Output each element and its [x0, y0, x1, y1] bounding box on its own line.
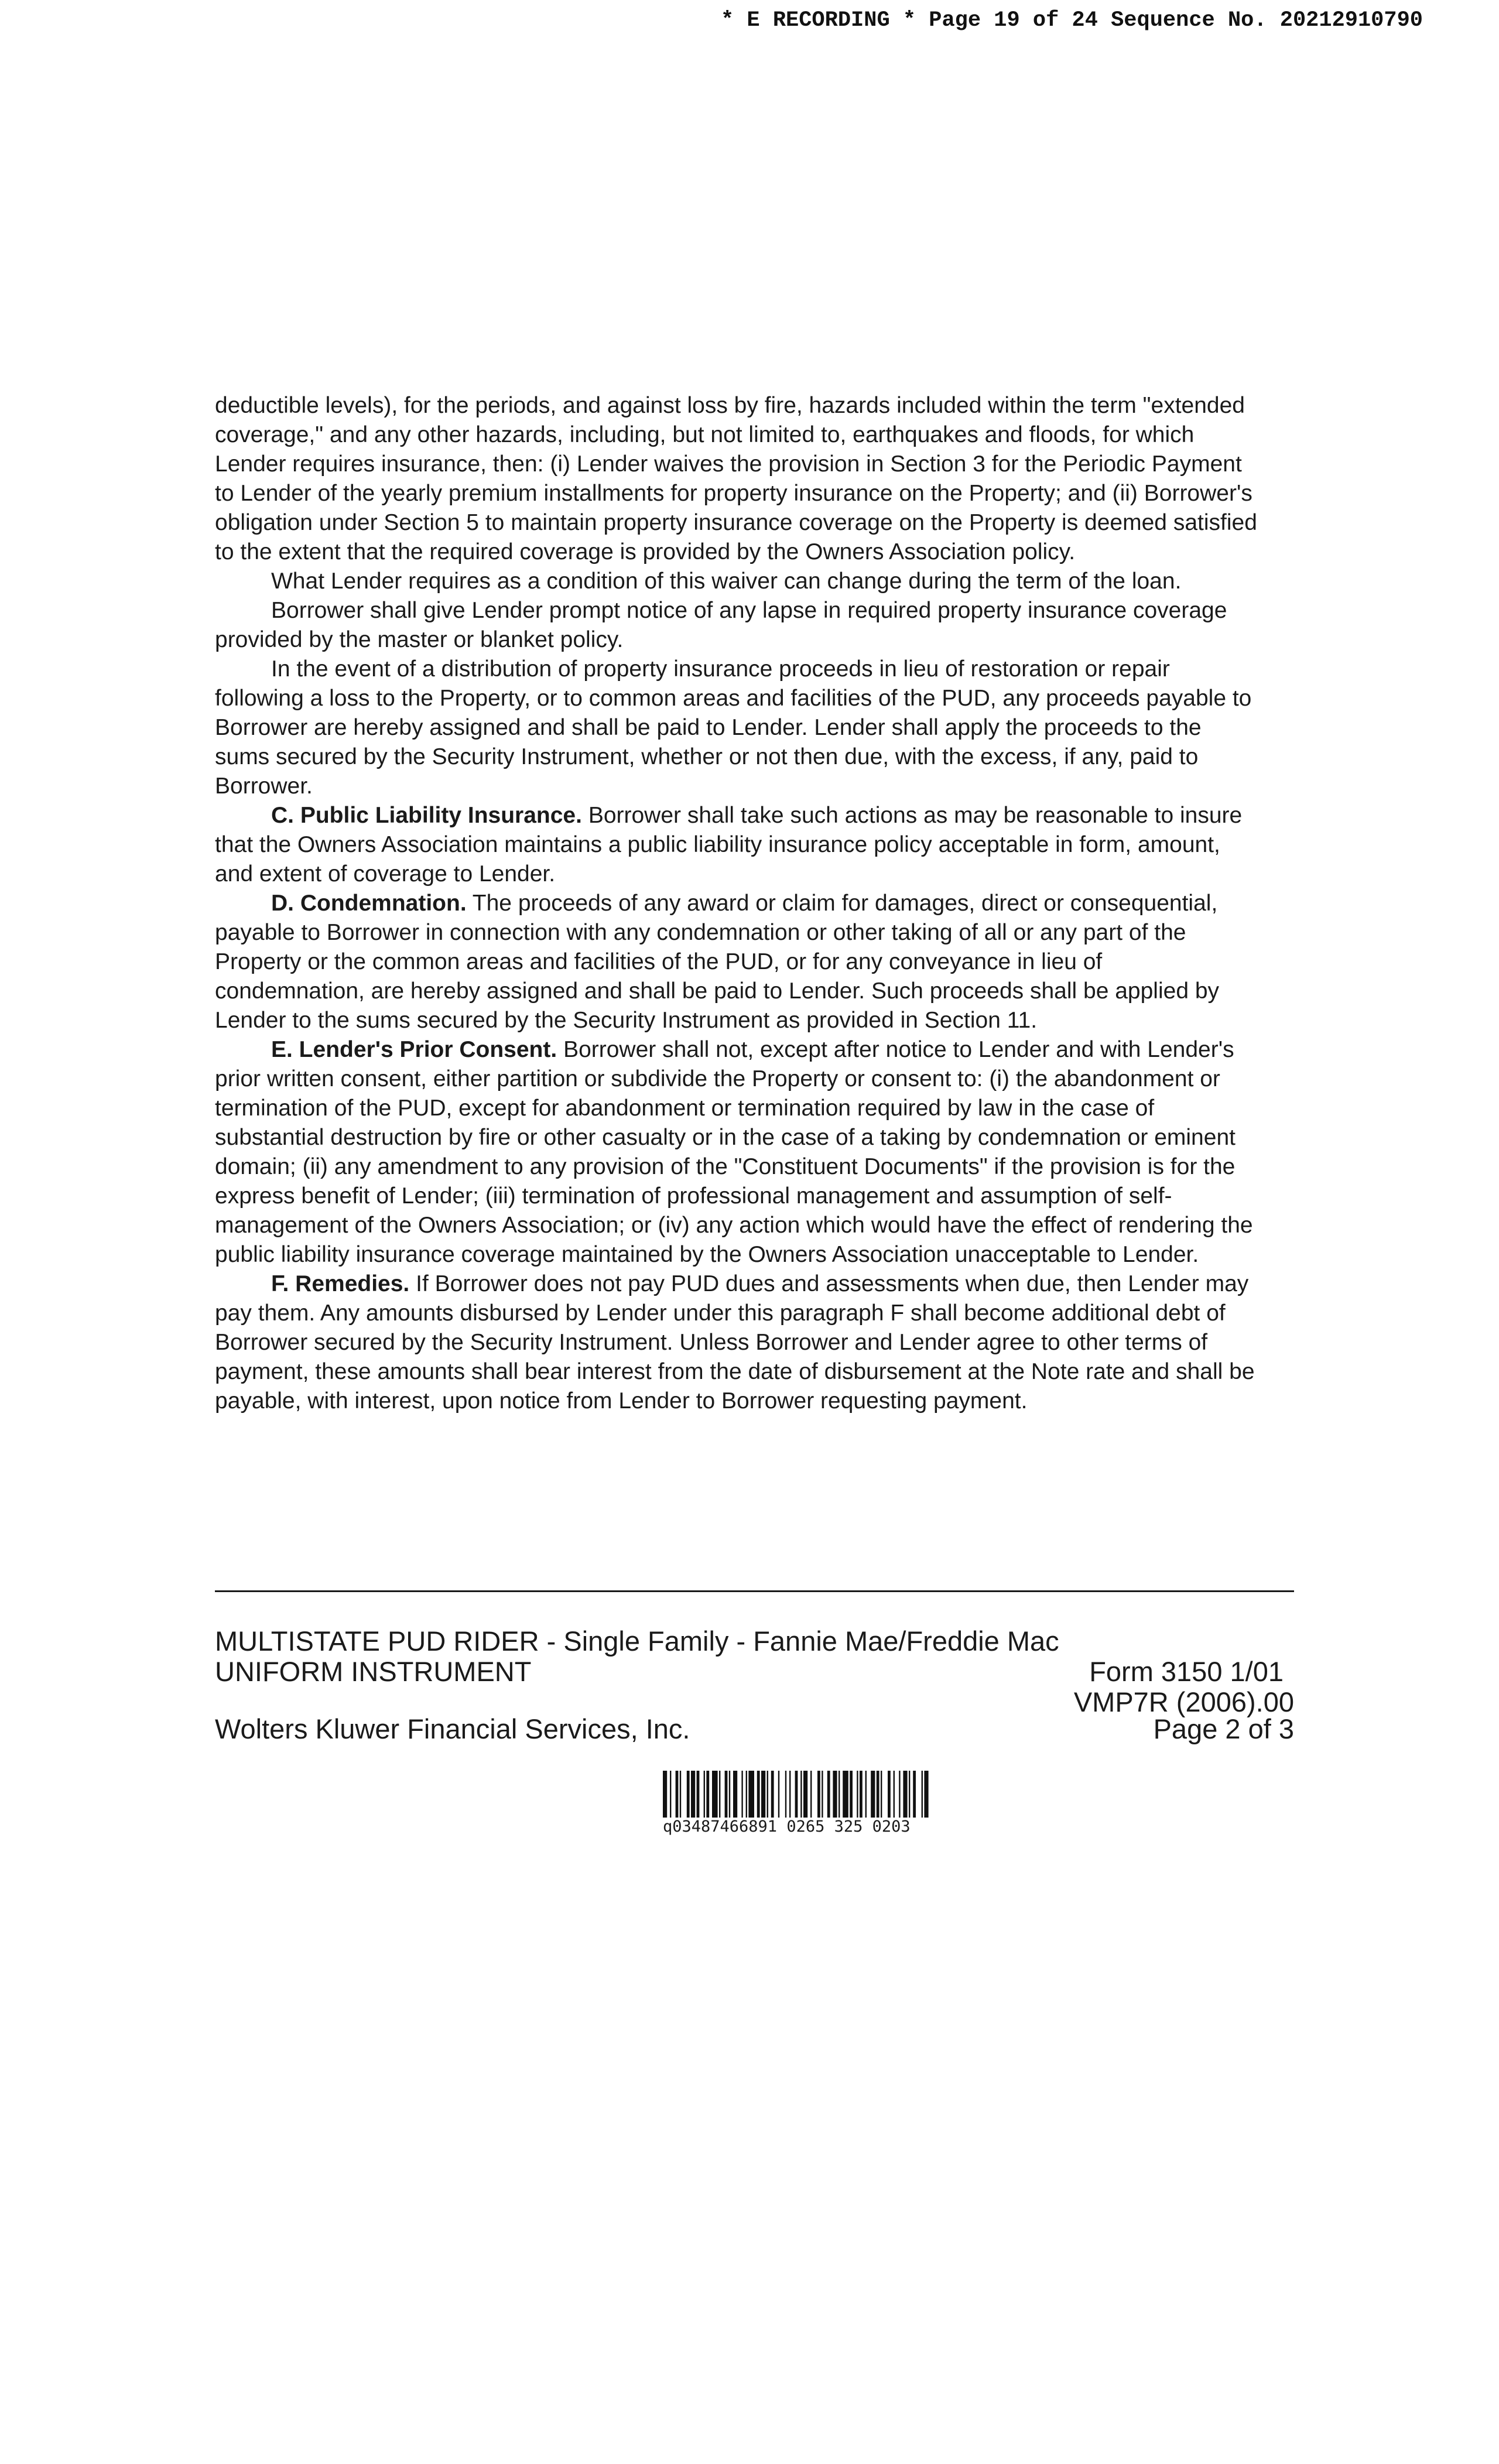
- section-c-heading: C. Public Liability Insurance.: [271, 803, 582, 828]
- barcode-bar: [894, 1771, 895, 1818]
- paragraph-lapse-notice: Borrower shall give Lender prompt notice of any lapse in required property insurance coverage provided by the master or blanket policy.: [215, 598, 1227, 652]
- section-f-text: If Borrower does not pay PUD dues and assessments when due, then Lender may pay them. Any amounts disbursed by Lender under this paragraph F shall become additional debt of Borrower secured by the Security Instrument. Unless Borrower and Lender agree to other terms of payment, these amounts shall bear interest from the date of disbursement at the Note rate and shall be payable, with interest, upon notice from Lender to Borrower requesting payment.: [215, 1271, 1255, 1414]
- barcode-bar: [865, 1771, 867, 1818]
- barcode-bar: [785, 1771, 786, 1818]
- barcode-bar: [850, 1771, 853, 1818]
- barcode-bar: [697, 1771, 700, 1818]
- barcode-bar: [922, 1771, 923, 1818]
- section-e-text: Borrower shall not, except after notice to Lender and with Lender's prior written consent, either partition or subdivide the Property or consent to: (i) the abandonment or termination of the PUD, except for abandonment or termination required by law in the case of substantial destruction by fire or other casualty or in the case of a taking by condemnation or eminent domain; (ii) any amendment to any provision of the "Constituent Documents" if the provision is for the express benefit of Lender; (iii) termination of professional management and assumption of self-management of the Owners Association; or (iv) any action which would have the effect of rendering the public liability insurance coverage maintained by the Owners Association unacceptable to Lender.: [215, 1037, 1253, 1267]
- section-public-liability: [215, 801, 1257, 889]
- footer-uniform-instrument: UNIFORM INSTRUMENT: [215, 1656, 532, 1687]
- section-condemnation: [215, 889, 1257, 1035]
- barcode-bar: [877, 1771, 879, 1818]
- barcode-bar: [767, 1771, 768, 1818]
- barcode-bar: [833, 1771, 837, 1818]
- barcode-bar: [733, 1771, 737, 1818]
- barcode-bar: [803, 1771, 807, 1818]
- section-d-heading: D. Condemnation.: [271, 891, 467, 916]
- barcode-bar: [706, 1771, 709, 1818]
- barcode-bar: [899, 1771, 900, 1818]
- barcode-bar: [822, 1771, 823, 1818]
- barcode-bar: [729, 1771, 730, 1818]
- barcode-bar: [800, 1771, 802, 1818]
- barcode-bar: [725, 1771, 728, 1818]
- barcode-bar: [909, 1771, 910, 1818]
- barcode-bar: [676, 1771, 679, 1818]
- barcode-bar: [691, 1771, 695, 1818]
- paragraph-insurance-proceeds: In the event of a distribution of property insurance proceeds in lieu of restoration or repair following a loss to the Property, or to common areas and facilities of the PUD, any proceeds payable to Borrower are hereby assigned and shall be paid to Lender. Lender shall apply the proceeds to the sums secured by the Security Instrument, whether or not then due, with the excess, if any, paid to Borrower.: [215, 656, 1252, 799]
- barcode-bar: [857, 1771, 858, 1818]
- barcode-bar: [827, 1771, 830, 1818]
- barcode-bar: [888, 1771, 891, 1818]
- barcode-bar: [748, 1771, 754, 1818]
- barcode-bar: [817, 1771, 820, 1818]
- paragraph-waiver-conditions: What Lender requires as a condition of this waiver can change during the term of the loan.: [271, 569, 1182, 594]
- barcode-bar: [913, 1771, 916, 1818]
- barcode-bar: [795, 1771, 798, 1818]
- barcode-bar: [903, 1771, 907, 1818]
- footer-divider: [215, 1590, 1294, 1592]
- section-remedies: [215, 1269, 1257, 1416]
- section-f-heading: F. Remedies.: [271, 1271, 410, 1296]
- barcode-bar: [789, 1771, 790, 1818]
- footer-company: Wolters Kluwer Financial Services, Inc.: [215, 1713, 690, 1744]
- barcode-bar: [687, 1771, 690, 1818]
- barcode-bar: [881, 1771, 882, 1818]
- paragraph-insurance-waiver: deductible levels), for the periods, and against loss by fire, hazards included within the term "extended coverage," and any other hazards, including, but not limited to, earthquakes and floods, for which Lender requires insurance, then: (i) Lender waives the provision in Section 3 for the Periodic Payment to Lender of the yearly premium installments for property insurance on the Property; and (ii) Borrower's obligation under Section 5 to maintain property insurance coverage on the Property is deemed satisfied to the extent that the required coverage is provided by the Owners Association policy.: [215, 393, 1257, 564]
- barcode-bar: [839, 1771, 840, 1818]
- barcode-bar: [810, 1771, 812, 1818]
- barcode-bar: [746, 1771, 747, 1818]
- barcode-bar: [670, 1771, 671, 1818]
- barcode-bars: [663, 1771, 1087, 1822]
- barcode-bar: [757, 1771, 760, 1818]
- barcode-bar: [680, 1771, 681, 1818]
- footer-rider-title: MULTISTATE PUD RIDER - Single Family - Fannie Mae/Freddie Mac: [215, 1625, 1059, 1657]
- footer-vmp-code: VMP7R (2006).00: [1073, 1686, 1294, 1717]
- section-prior-consent: [215, 1035, 1257, 1269]
- barcode-bar: [843, 1771, 848, 1818]
- barcode-bar: [719, 1771, 720, 1818]
- barcode-bar: [704, 1771, 705, 1818]
- footer-page-number: Page 2 of 3: [1153, 1713, 1294, 1744]
- barcode-bar: [860, 1771, 863, 1818]
- footer-form-number: Form 3150 1/01: [1089, 1656, 1284, 1687]
- section-c-text: Borrower shall take such actions as may be reasonable to insure that the Owners Association maintains a public liability insurance policy acceptable in form, amount, and extent of coverage to Lender.: [215, 803, 1243, 887]
- barcode-number: q03487466891 0265 325 0203: [663, 1818, 911, 1836]
- document-body: [215, 391, 1257, 1416]
- barcode-bar: [924, 1771, 928, 1818]
- section-e-heading: E. Lender's Prior Consent.: [271, 1037, 557, 1062]
- barcode-bar: [778, 1771, 779, 1818]
- barcode: [663, 1771, 1087, 1822]
- barcode-bar: [712, 1771, 718, 1818]
- barcode-bar: [871, 1771, 875, 1818]
- barcode-bar: [663, 1771, 667, 1818]
- barcode-bar: [761, 1771, 765, 1818]
- barcode-bar: [771, 1771, 774, 1818]
- barcode-bar: [741, 1771, 742, 1818]
- section-d-text: The proceeds of any award or claim for damages, direct or consequential, payable to Borrower in connection with any condemnation or other taking of all or any part of the Property or the common areas and facilities of the PUD, or for any conveyance in lieu of condemnation, are hereby assigned and shall be paid to Lender. Such proceeds shall be applied by Lender to the sums secured by the Security Instrument as provided in Section 11.: [215, 891, 1220, 1033]
- recording-stamp: * E RECORDING * Page 19 of 24 Sequence No. 20212910790: [721, 8, 1423, 33]
